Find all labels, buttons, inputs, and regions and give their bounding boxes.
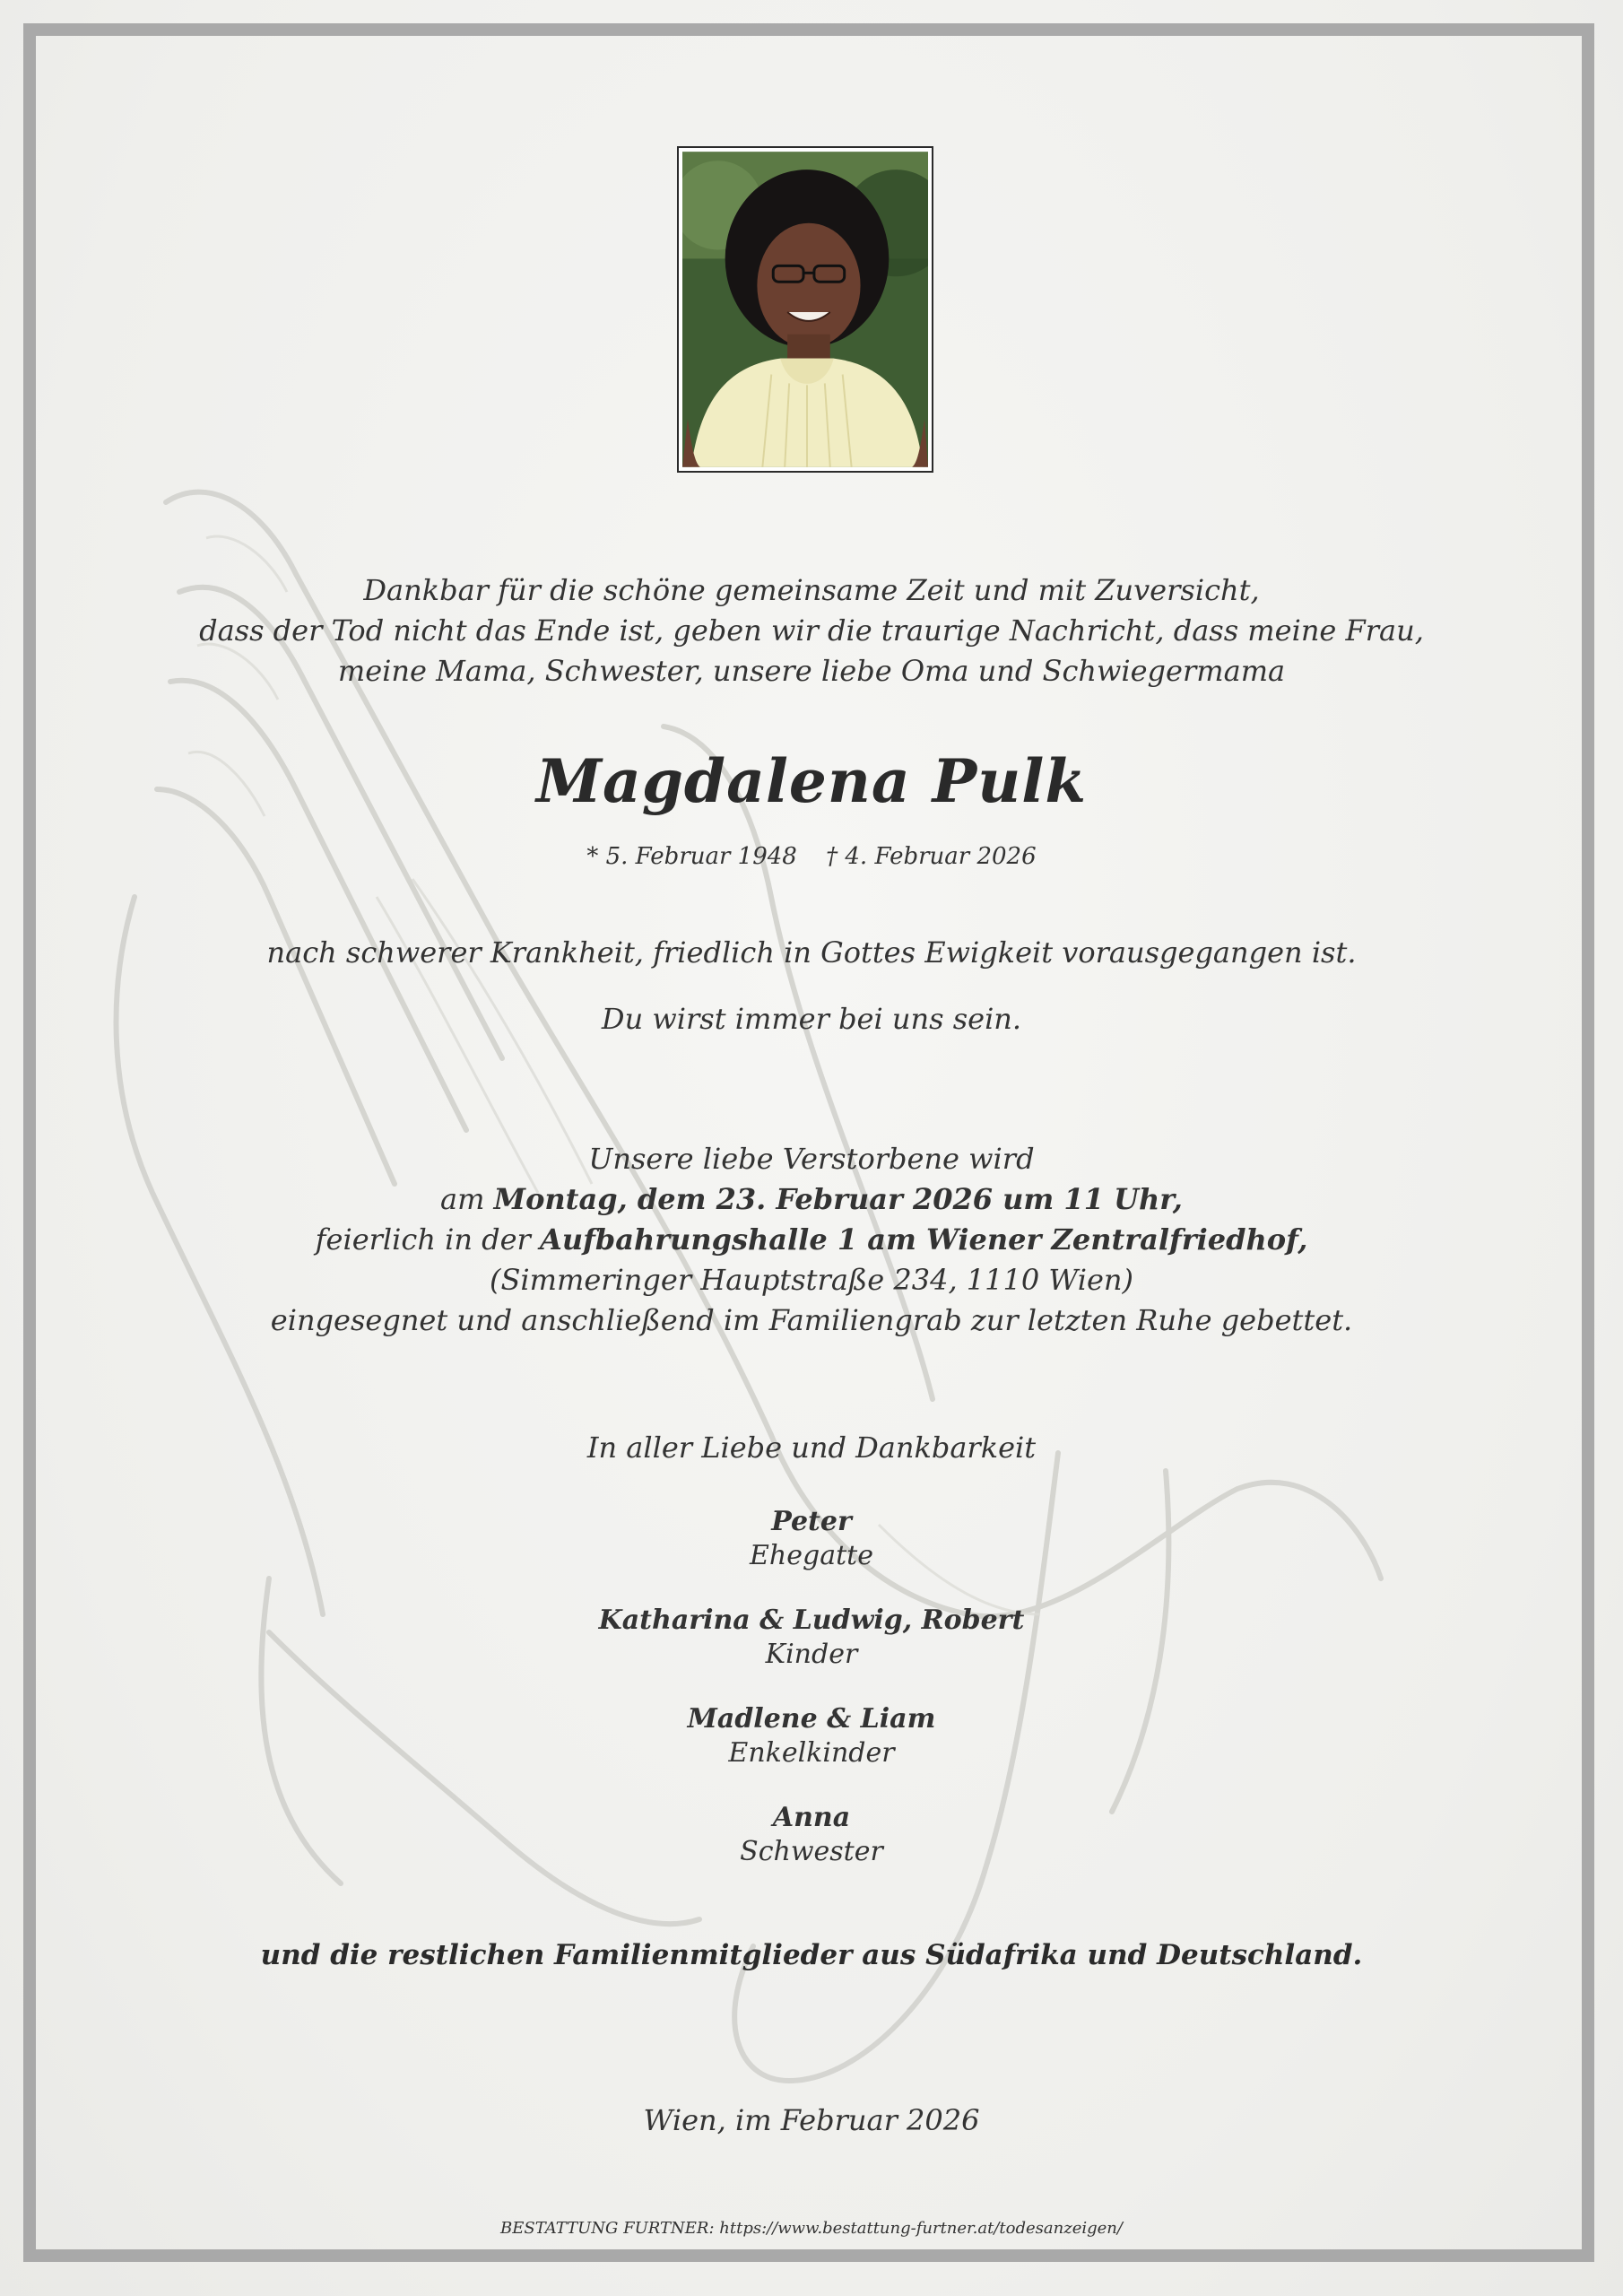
funeral-address: (Simmeringer Hauptstraße 234, 1110 Wien) [490,1263,1133,1297]
funeral-text: am [440,1182,494,1216]
family-member-name: Peter [771,1506,852,1537]
family-member-role: Ehegatte [750,1540,873,1571]
family-member-name: Katharina & Ludwig, Robert [598,1605,1025,1636]
funeral-details [0,1139,1623,1341]
motto-text: Du wirst immer bei uns sein. [601,1002,1022,1036]
intro-text [0,570,1623,691]
funeral-line [0,1220,1623,1260]
funeral-line [0,1179,1623,1220]
funeral-date-time: Montag, dem 23. Februar 2026 um 11 Uhr, [493,1182,1183,1216]
death-date: † 4. Februar 2026 [826,843,1037,870]
place-date: Wien, im Februar 2026 [643,2103,980,2137]
portrait-photo-image [682,152,928,467]
deceased-name: Magdalena Pulk [535,746,1088,816]
family-member-role: Enkelkinder [728,1737,895,1769]
closing-text: In aller Liebe und Dankbarkeit [586,1431,1037,1465]
family-member-name: Anna [772,1802,851,1833]
funeral-line: eingesegnet und anschließend im Familiengrab zur letzten Ruhe gebettet. [270,1303,1353,1337]
intro-line: meine Mama, Schwester, unsere liebe Oma und Schwiegermama [337,654,1286,688]
family-member [0,1604,1623,1672]
funeral-text: feierlich in der [315,1222,540,1257]
family-member-role: Schwester [740,1836,883,1867]
footer-credit: BESTATTUNG FURTNER: https://www.bestattung-furtner.at/todesanzeigen/ [500,2219,1123,2238]
funeral-location: Aufbahrungshalle 1 am Wiener Zentralfriedhof, [540,1222,1308,1257]
remaining-family-text: und die restlichen Familienmitglieder aus Südafrika und Deutschland. [260,1939,1363,1971]
intro-line: Dankbar für die schöne gemeinsame Zeit und mit Zuversicht, [363,573,1260,607]
life-dates [0,843,1623,870]
family-member [0,1505,1623,1573]
family-member [0,1702,1623,1770]
family-list [0,1505,1623,1900]
intro-line: dass der Tod nicht das Ende ist, geben wir die traurige Nachricht, dass meine Frau, [199,613,1424,648]
family-member-role: Kinder [765,1639,858,1670]
family-member-name: Madlene & Liam [687,1703,936,1735]
birth-date: * 5. Februar 1948 [586,843,797,870]
family-member [0,1801,1623,1869]
portrait-photo [677,146,933,473]
funeral-line: Unsere liebe Verstorbene wird [588,1142,1035,1176]
passing-text: nach schwerer Krankheit, friedlich in Gottes Ewigkeit vorausgegangen ist. [266,935,1357,970]
